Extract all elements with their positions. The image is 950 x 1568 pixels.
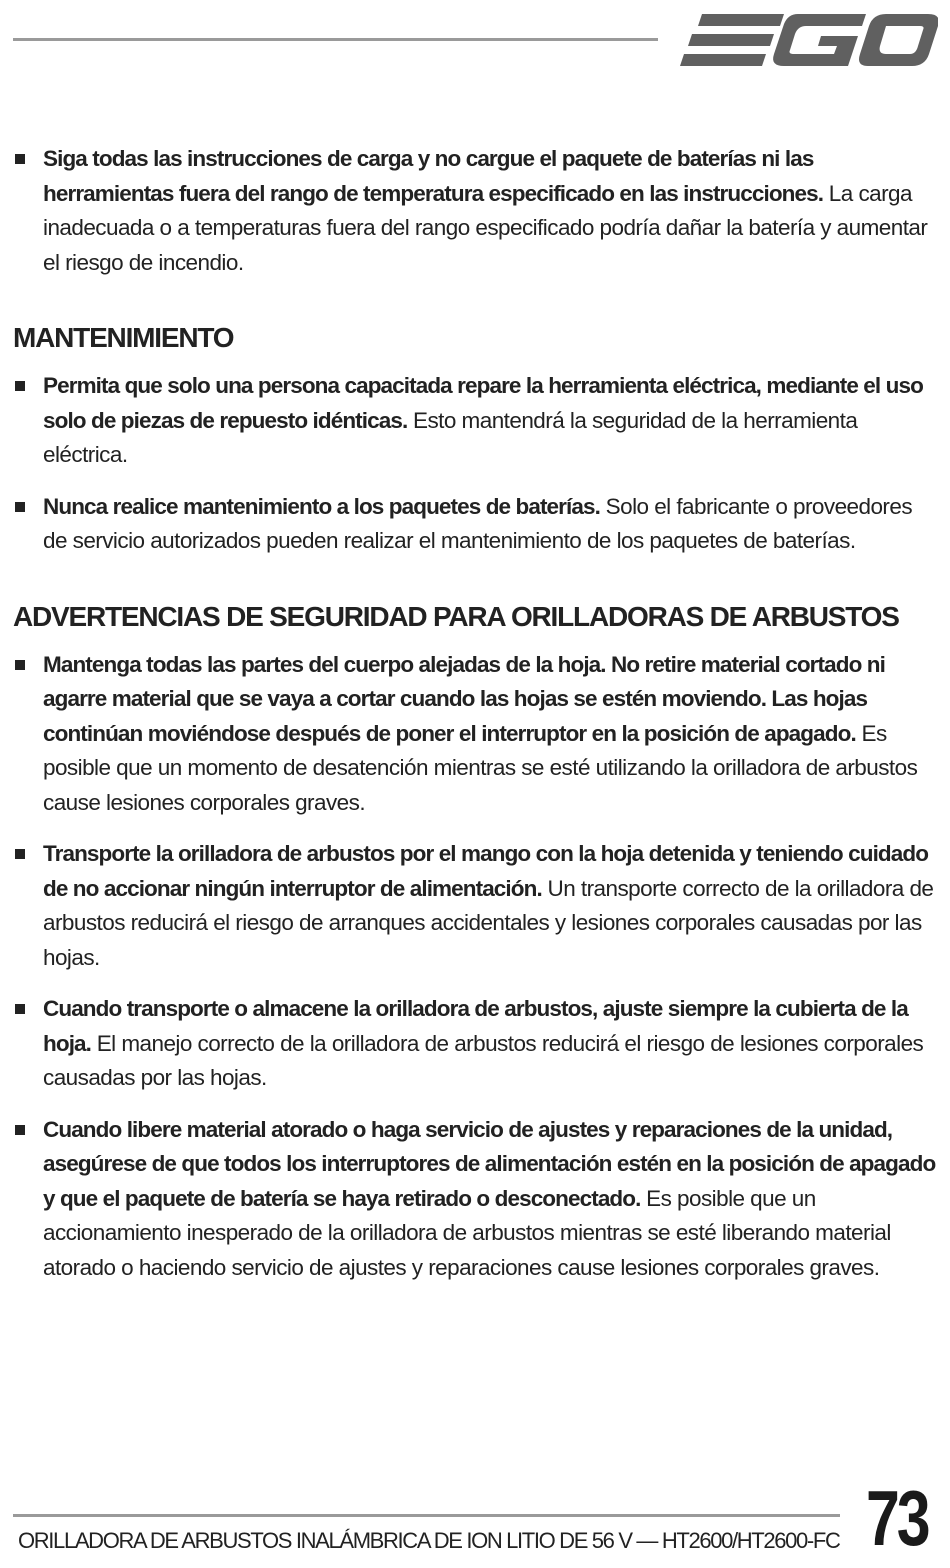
bullet-square-icon	[15, 502, 25, 512]
bullet-square-icon	[15, 1125, 25, 1135]
bullet-bold-text: Transporte la orilladora de arbustos por el mango con la hoja detenida y teniendo cuidado de no accionar ningún interruptor de alimentación.	[43, 841, 929, 901]
bullet-square-icon	[15, 849, 25, 859]
bullet-text: La carga inadecuada o a temperaturas fuera del rango especificado podría dañar la batería y aumentar el riesgo de incendio.	[43, 180, 928, 275]
bullet-square-icon	[15, 660, 25, 670]
bullet-bold-text: Cuando libere material atorado o haga servicio de ajustes y reparaciones de la unidad, asegúrese de que todos los interruptores de alimentación estén en la posición de apagado y que el paquete de batería se haya retirado o desconectado.	[43, 1116, 936, 1211]
bullet-text: Esto mantendrá la seguridad de la herramienta eléctrica.	[43, 407, 858, 467]
list-item	[13, 490, 938, 559]
bullet-text: El manejo correcto de la orilladora de arbustos reducirá el riesgo de lesiones corporales causadas por las hojas.	[43, 1030, 924, 1090]
list-item	[13, 837, 938, 975]
section-heading: ADVERTENCIAS DE SEGURIDAD PARA ORILLADORAS DE ARBUSTOS	[13, 600, 899, 632]
section-heading: MANTENIMIENTO	[13, 322, 234, 353]
list-item	[13, 1113, 938, 1286]
page-number: 73	[866, 1474, 928, 1562]
bullet-text: Solo el fabricante o proveedores de servicio autorizados pueden realizar el mantenimiento de los paquetes de baterías.	[43, 493, 913, 553]
bullet-bold-text: Permita que solo una persona capacitada repare la herramienta eléctrica, mediante el uso solo de piezas de repuesto idénticas.	[43, 373, 923, 433]
bullet-bold-text: Nunca realice mantenimiento a los paquetes de baterías.	[43, 493, 600, 519]
list-item	[13, 142, 938, 280]
footer-rule	[13, 1514, 840, 1517]
bullet-bold-text: Cuando transporte o almacene la orilladora de arbustos, ajuste siempre la cubierta de la hoja.	[43, 996, 908, 1056]
bullet-square-icon	[15, 381, 25, 391]
bullet-bold-text: Mantenga todas las partes del cuerpo alejadas de la hoja. No retire material cortado ni agarre material que se vaya a cortar cuando las hojas se estén moviendo. Las hojas continúan moviéndose después de poner el interruptor en la posición de apagado.	[43, 651, 885, 746]
footer-title: ORILLADORA DE ARBUSTOS INALÁMBRICA DE ION LITIO DE 56 V — HT2600/HT2600-FC	[18, 1528, 840, 1553]
bullet-square-icon	[15, 1004, 25, 1014]
bullet-bold-text: Siga todas las instrucciones de carga y no cargue el paquete de baterías ni las herramientas fuera del rango de temperatura especificado en las instrucciones.	[43, 146, 824, 206]
bullet-text: Es posible que un momento de desatención mientras se esté utilizando la orilladora de arbustos cause lesiones corporales graves.	[43, 720, 918, 815]
header-rule	[13, 38, 658, 41]
main-content	[13, 142, 938, 1285]
bullet-text: Es posible que un accionamiento inesperado de la orilladora de arbustos mientras se esté liberando material atorado o haciendo servicio de ajustes y reparaciones cause lesiones corporales graves.	[43, 1185, 891, 1280]
list-item	[13, 369, 938, 473]
list-item	[13, 992, 938, 1096]
ego-logo	[680, 10, 938, 70]
bullet-text: Un transporte correcto de la orilladora de arbustos reducirá el riesgo de arranques accidentales y lesiones corporales causadas por las hojas.	[43, 875, 934, 970]
list-item	[13, 648, 938, 821]
bullet-square-icon	[15, 154, 25, 164]
